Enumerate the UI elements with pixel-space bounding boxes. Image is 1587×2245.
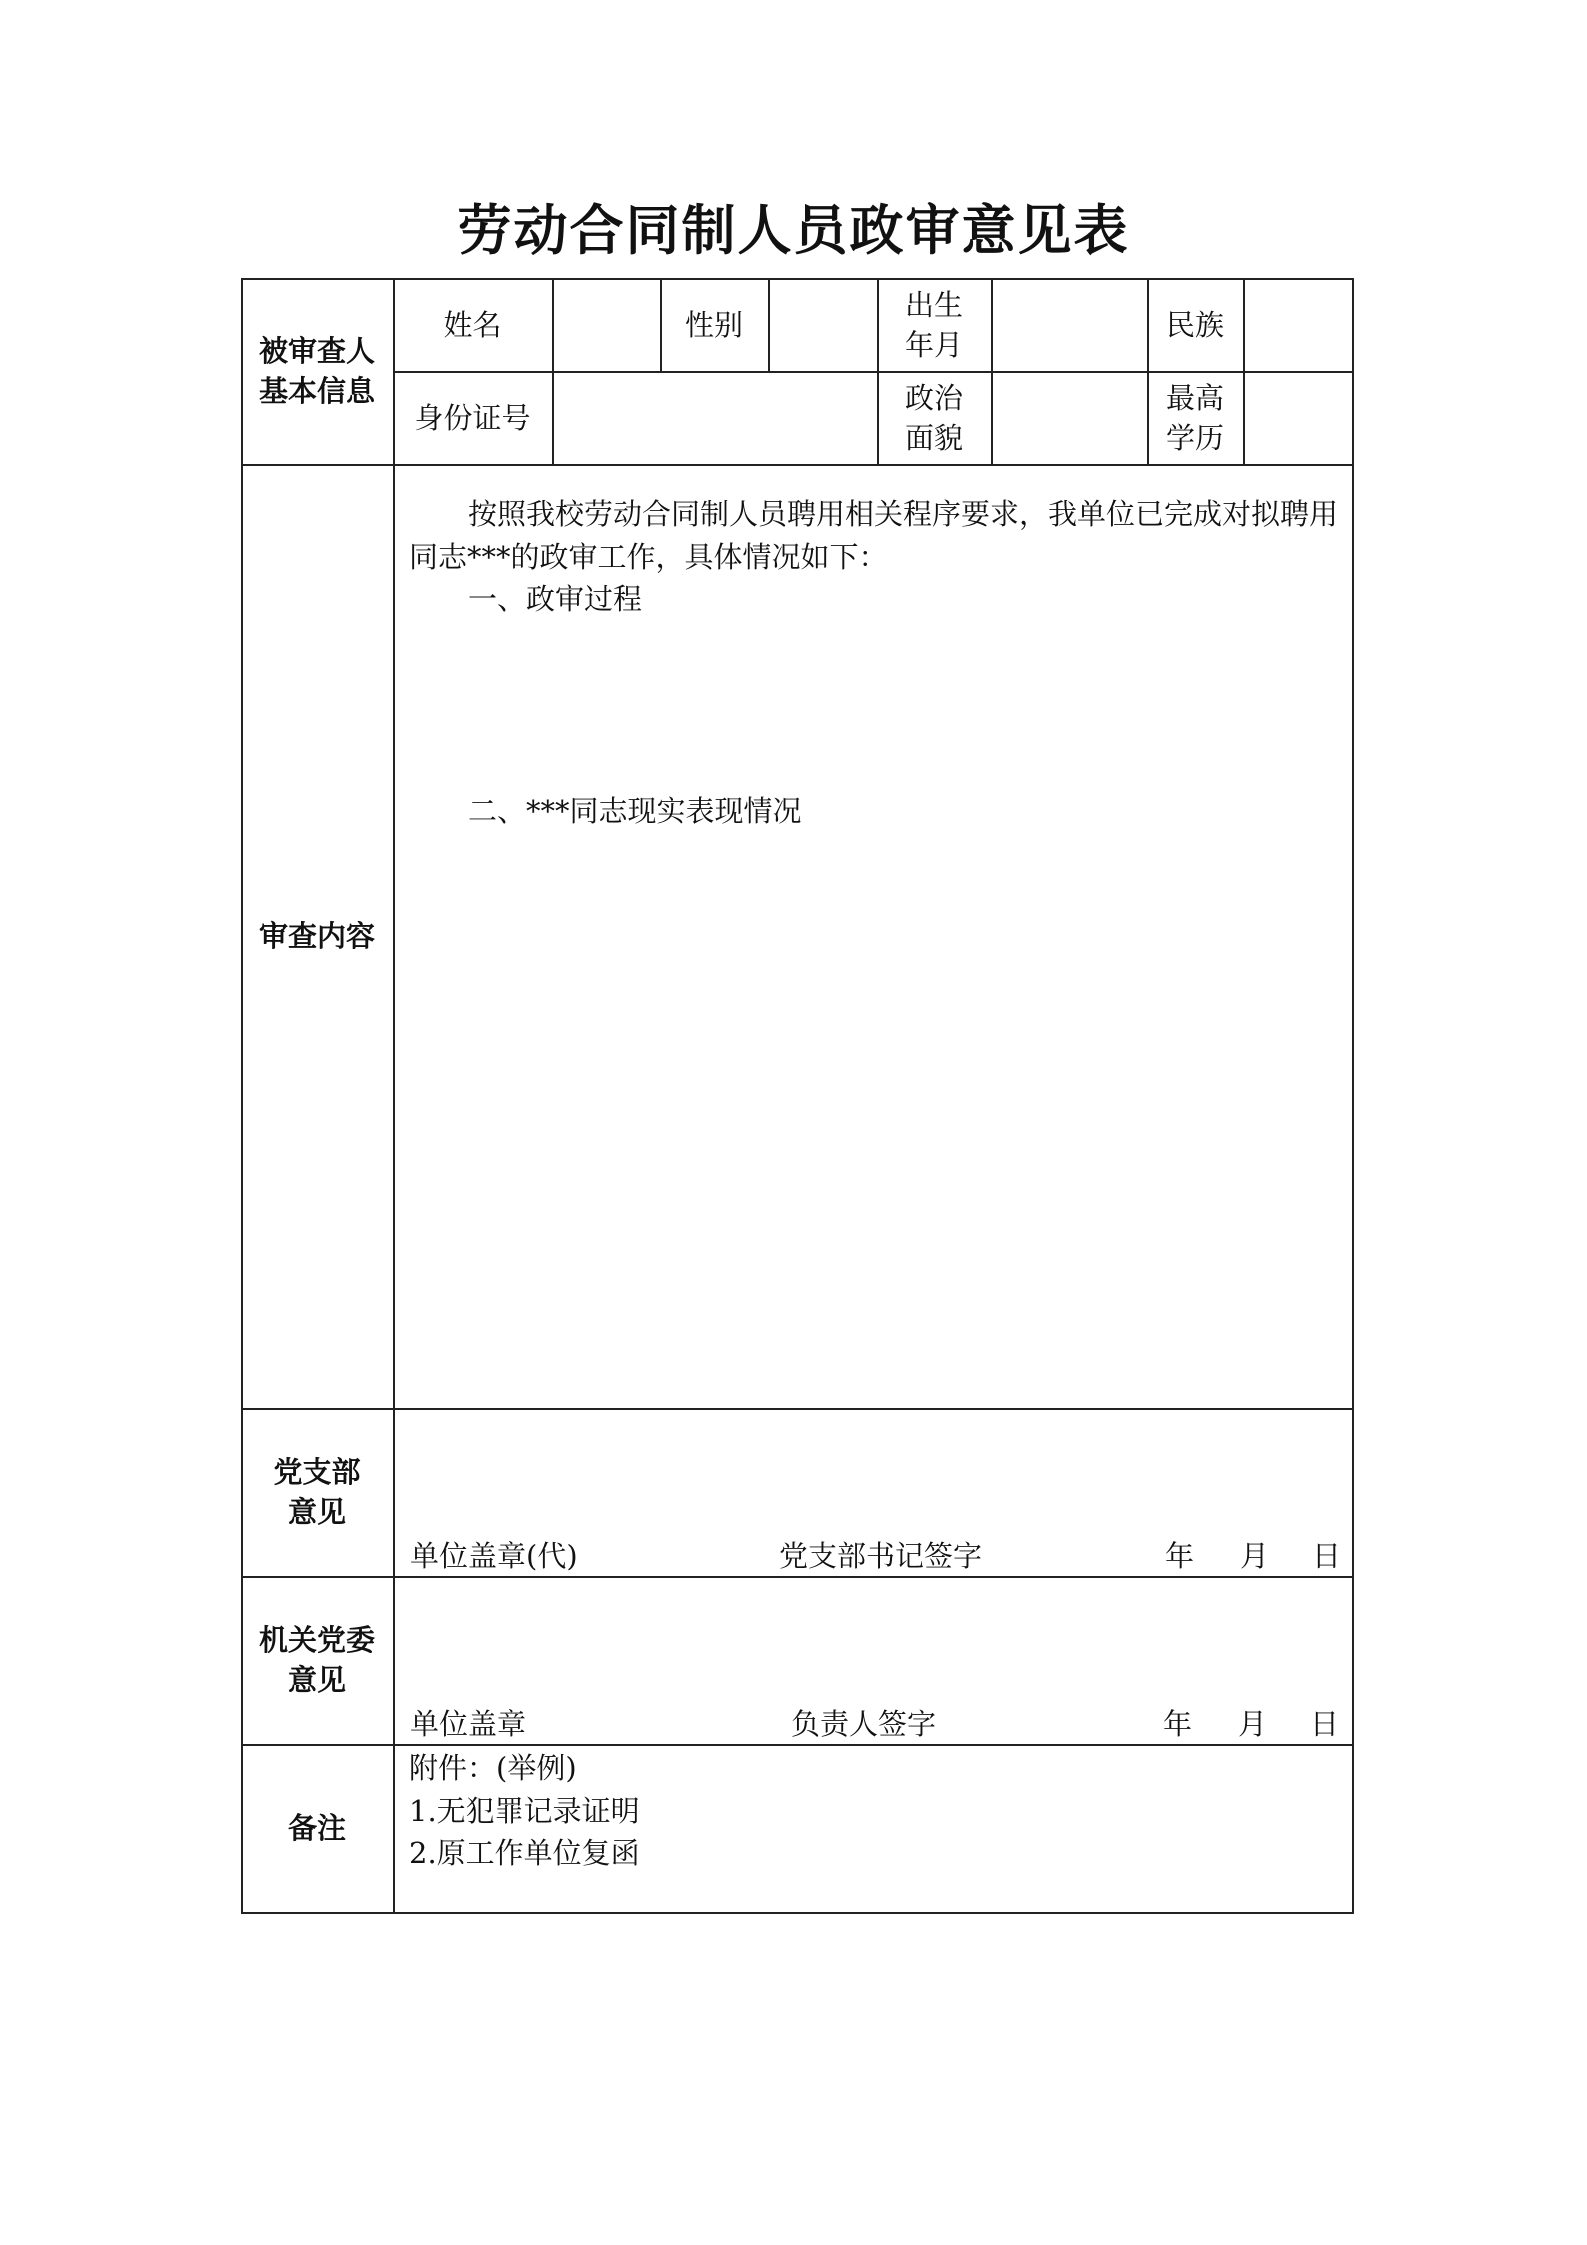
attachment-item: 2.原工作单位复函	[409, 1836, 640, 1870]
review-item-performance: 二、***同志现实表现情况	[468, 794, 802, 828]
review-intro-line-2: 同志***的政审工作，具体情况如下：	[409, 540, 888, 574]
table-border-bottom	[241, 1912, 1354, 1914]
birth-date-value-field[interactable]	[993, 280, 1145, 370]
basic-info-section-label: 被审查人 基本信息	[258, 334, 375, 408]
party-branch-seal-label: 单位盖章(代)	[410, 1539, 578, 1573]
attachments-title: 附件：(举例)	[409, 1751, 577, 1785]
party-committee-section-label: 机关党委 意见	[258, 1623, 375, 1697]
party-committee-signer-label: 负责人签字	[791, 1707, 937, 1741]
review-form	[241, 278, 1354, 1914]
party-branch-signer-label: 党支部书记签字	[779, 1539, 983, 1573]
table-row-divider	[241, 464, 1354, 466]
remarks-section-label: 备注	[287, 1811, 346, 1845]
name-label: 姓名	[443, 307, 502, 342]
gender-value-field[interactable]	[770, 280, 875, 370]
ethnicity-label: 民族	[1165, 307, 1224, 342]
party-branch-year-label: 年	[1165, 1539, 1195, 1573]
id-number-label: 身份证号	[414, 400, 531, 435]
party-branch-month-label: 月	[1240, 1539, 1270, 1573]
label-column-divider	[393, 278, 395, 1914]
review-intro-line-1: 按照我校劳动合同制人员聘用相关程序要求，我单位已完成对拟聘用	[468, 497, 1339, 531]
party-committee-month-label: 月	[1238, 1707, 1268, 1741]
political-status-value-field[interactable]	[993, 373, 1145, 463]
party-branch-day-label: 日	[1312, 1539, 1342, 1573]
review-item-process: 一、政审过程	[468, 582, 643, 616]
page-title: 劳动合同制人员政审意见表	[457, 198, 1130, 262]
education-label: 最高 学历	[1165, 380, 1224, 455]
birth-date-label: 出生 年月	[904, 287, 963, 362]
party-committee-seal-label: 单位盖章	[410, 1707, 527, 1741]
table-row-divider	[241, 1408, 1354, 1410]
party-committee-year-label: 年	[1163, 1707, 1193, 1741]
political-status-label: 政治 面貌	[904, 380, 963, 455]
table-border-right	[1352, 278, 1354, 1914]
education-value-field[interactable]	[1245, 373, 1351, 463]
review-content-section-label: 审查内容	[258, 919, 375, 953]
party-branch-section-label: 党支部 意见	[273, 1455, 361, 1529]
gender-label: 性别	[684, 307, 743, 342]
id-number-value-field[interactable]	[554, 373, 875, 463]
attachment-item: 1.无犯罪记录证明	[409, 1794, 640, 1828]
name-value-field[interactable]	[554, 280, 658, 370]
ethnicity-value-field[interactable]	[1245, 280, 1351, 370]
party-committee-day-label: 日	[1310, 1707, 1340, 1741]
